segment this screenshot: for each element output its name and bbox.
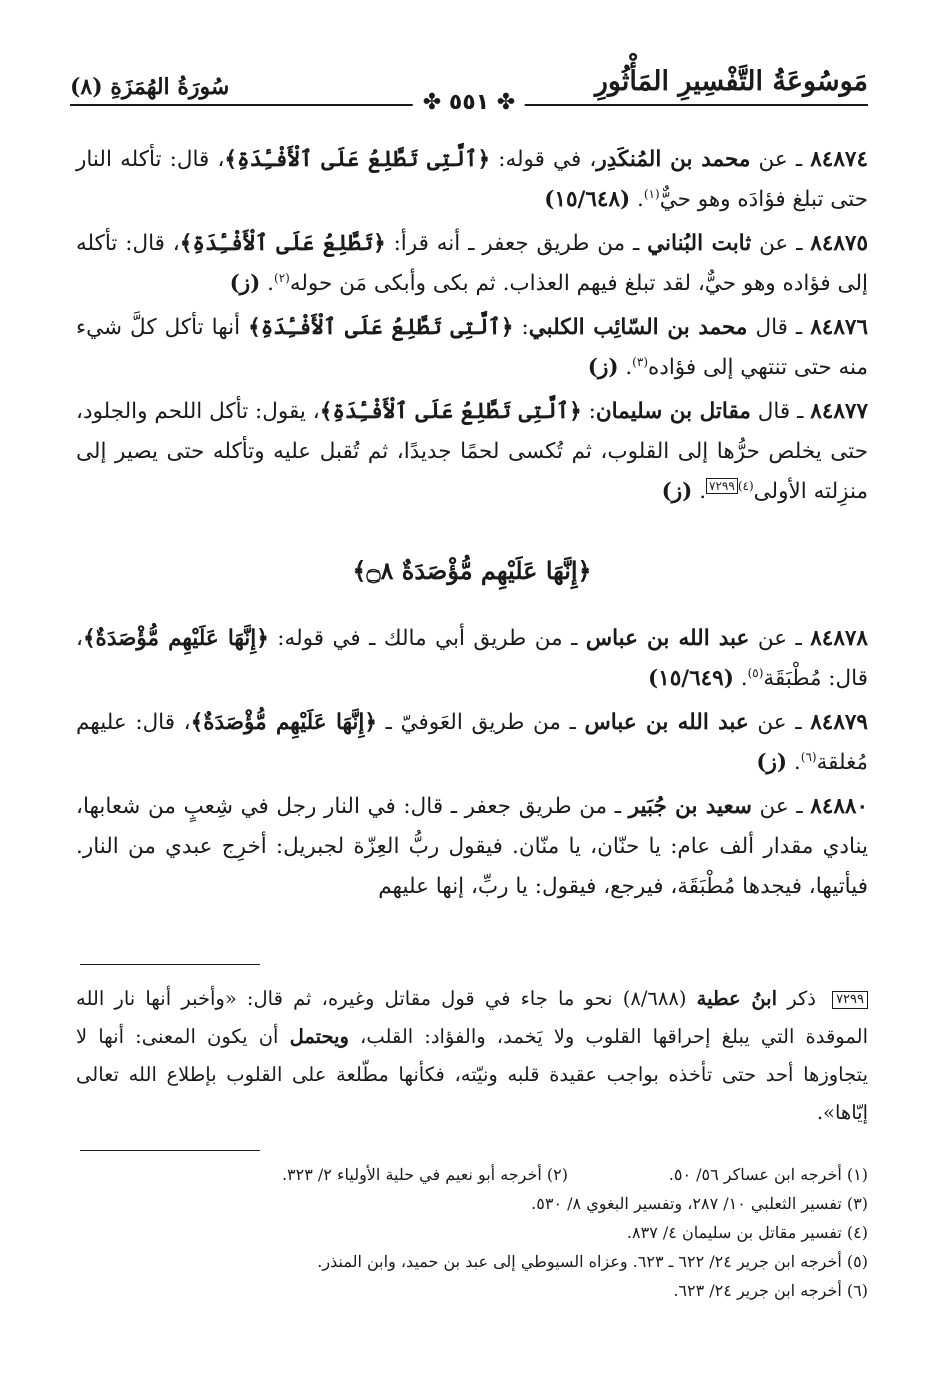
commentary-number-box: ٧٢٩٩: [832, 991, 868, 1009]
narration-number: ٨٤٨٧٦: [810, 315, 868, 340]
footnote: (٣) تفسير الثعلبي ١٠/ ٢٨٧، وتفسير البغوي ٨/ ٥٣٠.: [531, 1194, 868, 1213]
narration-text: .: [260, 271, 275, 296]
footnote: (٢) أخرجه أبو نعيم في حلية الأولياء ٢/ ٣٢٣.: [281, 1165, 568, 1184]
narration-text: .: [787, 750, 801, 775]
narration-number: ٨٤٨٧٧: [810, 399, 869, 424]
narrator-name: محمد بن السّائِب الكلبي: [528, 315, 748, 340]
narration-text: .: [630, 187, 644, 212]
narration-text: ، قال: تأكله إلى فؤاده وهو حيٌّ، لقد تبلغ فيهم العذاب. ثم بكى وأبكى مَن حوله: [76, 231, 868, 296]
narration-text: ـ عن: [751, 794, 811, 819]
narration-text: ، قال: عليهم مُغلقة: [76, 710, 868, 775]
footnote: (١) أخرجه ابن عساكر ٥٦/ ٥٠.: [668, 1165, 868, 1184]
narration-number: ٨٤٨٧٩: [810, 710, 868, 735]
source-reference: (ز): [661, 479, 693, 504]
narration-text: ، يقول: تأكل اللحم والجلود، حتى يخلص حرُّها إلى القلوب، ثم تُكسى لحمًا جديدًا، ثم تُقبل عليه وتأكله حتى يصير إلى منزِلته الأولى: [76, 399, 868, 504]
narration-number: ٨٤٨٧٤: [810, 147, 868, 172]
book-title: مَوسُوعَةُ التَّفْسِيرِ المَأْثُورِ: [594, 66, 868, 97]
main-text: [76, 140, 868, 911]
source-reference: (١٥/٦٤٩): [647, 666, 734, 691]
quran-quote: ﴿إِنَّهَا عَلَيْهِم مُّؤْصَدَةٌ﴾: [190, 710, 377, 735]
note-text: أن يكون المعنى: أنها لا يتجاوزها أحد حتى تأخذه بواجب عقيدة قلبه ونيّته، فكأنها مطّلعة على القلوب بإطلاع الله تعالى إيّاها».: [76, 1025, 868, 1124]
note-text: (٨/٦٨٨) نحو ما جاء في قول مقاتل وغيره، ثم قال: «وأخبر أنها نار الله الموقدة التي يبلغ إحراقها القلوب ولا يَخمد، والفؤاد: القلب،: [76, 987, 869, 1048]
narrator-name: مقاتل بن سليمان: [595, 399, 751, 424]
footnote-marker: (٣): [632, 354, 648, 369]
narration-text: :: [581, 399, 596, 424]
footnote-marker: (٤): [737, 478, 754, 493]
narration-entry: [76, 140, 868, 220]
quran-quote: ﴿تَطَّلِعُ عَلَى ٱلْأَفْـِٔدَةِ﴾: [179, 231, 386, 256]
quran-quote: ﴿ٱلَّتِى تَطَّلِعُ عَلَى ٱلْأَفْـِٔدَةِ﴾: [224, 147, 491, 172]
footnote-marker: (٢): [274, 270, 290, 285]
narration-text: ، في قوله:: [490, 147, 597, 172]
narration-number: ٨٤٨٧٨: [810, 626, 868, 651]
source-reference: (ز): [587, 355, 619, 380]
narration-text: .: [733, 666, 748, 691]
narration-text: ـ من طريق العَوفيّ ـ: [376, 710, 585, 735]
commentary-separator: [80, 964, 260, 965]
note-author: ابنُ عطية: [696, 987, 778, 1010]
footnote: (٦) أخرجه ابن جرير ٢٤/ ٦٢٣.: [673, 1281, 868, 1300]
footnote-marker: (١): [643, 186, 660, 201]
source-reference: (ز): [756, 750, 788, 775]
footnotes: [76, 1160, 868, 1305]
narration-text: ـ عن: [750, 147, 811, 172]
quran-quote: ﴿ٱلَّتِى تَطَّلِعُ عَلَى ٱلْأَفْـِٔدَةِ﴾: [248, 315, 514, 340]
narration-entry: [76, 787, 868, 907]
narration-text: ـ قال: [750, 399, 811, 424]
narration-text: ـ عن: [749, 626, 811, 651]
footnote: (٤) تفسير مقاتل بن سليمان ٤/ ٨٣٧.: [626, 1223, 868, 1242]
narration-text: ، قال: مُطْبَقَة: [76, 626, 868, 691]
narration-entry: [76, 703, 868, 783]
page-header: [70, 62, 868, 122]
ayah-heading: ﴿إِنَّهَا عَلَيْهِم مُّؤْصَدَةٌ ۝٨﴾: [352, 556, 592, 585]
narration-text: ـ قال: [747, 315, 811, 340]
narration-text: أنها تأكل كلَّ شيء منه حتى تنتهي إلى فؤاده: [76, 315, 868, 380]
narration-text: ـ من طريق جعفر ـ أنه قرأ:: [385, 231, 648, 256]
commentary-note: [76, 980, 868, 1132]
footnote-separator: [80, 1150, 260, 1151]
narration-text: :: [513, 315, 529, 340]
narration-text: ، قال: تأكله النار حتى تبلغ فؤادَه وهو حيٌّ: [76, 147, 868, 212]
narrator-name: عبد الله بن عباس: [584, 710, 749, 735]
surah-title: سُورَةُ الهُمَزَةِ (٨): [70, 74, 230, 100]
narration-text: ـ من طريق جعفر ـ قال: في النار رجل في شِعبٍ من شعابها، ينادي مقدار ألف عام: يا حنّان، يا منّان. فيقول ربُّ العِزّة لجبريل: أخرِج عبدي من النار. فيأتيها، فيجدها مُطْبَقَة، فيرجع، فيقول: يا ربِّ، إنها عليهم: [76, 794, 868, 899]
footnote-marker: (٦): [800, 749, 817, 764]
narration-number: ٨٤٨٧٥: [810, 231, 869, 256]
footnote-marker: (٥): [747, 665, 764, 680]
narrator-name: سعيد بن جُبَير: [628, 794, 752, 819]
narration-number: ٨٤٨٨٠: [810, 794, 869, 819]
narration-text: ـ عن: [751, 231, 811, 256]
source-reference: (١٥/٦٤٨): [544, 187, 631, 212]
narrator-name: عبد الله بن عباس: [585, 626, 750, 651]
source-reference: (ز): [229, 271, 261, 296]
page-number: ✤ ٥٥١ ✤: [413, 90, 525, 115]
commentary-reference-box[interactable]: ٧٢٩٩: [706, 478, 738, 494]
footnote-row: [76, 1160, 868, 1189]
narration-text: ـ عن: [748, 710, 811, 735]
page-number-value: ٥٥١: [448, 90, 490, 115]
narration-entry: [76, 619, 868, 699]
narration-entry: [76, 224, 868, 304]
narration-entry: [76, 308, 868, 388]
note-text: ذكر: [777, 987, 827, 1010]
narrator-name: ثابت البُناني: [647, 231, 752, 256]
footnote: (٥) أخرجه ابن جرير ٢٤/ ٦٢٢ ـ ٦٢٣. وعزاه السيوطي إلى عبد بن حميد، وابن المنذر.: [317, 1252, 868, 1271]
narration-text: .: [618, 355, 633, 380]
quran-quote: ﴿إِنَّهَا عَلَيْهِم مُّؤْصَدَةٌ﴾: [82, 626, 269, 651]
narration-text: .: [692, 479, 707, 504]
narrator-name: محمد بن المُنكَدِر: [596, 147, 751, 172]
note-emphasis: ويحتمل: [289, 1025, 349, 1048]
quran-quote: ﴿ٱلَّتِى تَطَّلِعُ عَلَى ٱلْأَفْـِٔدَةِ﴾: [319, 399, 582, 424]
narration-text: ـ من طريق أبي مالك ـ في قوله:: [268, 626, 586, 651]
narration-entry: [76, 392, 868, 512]
